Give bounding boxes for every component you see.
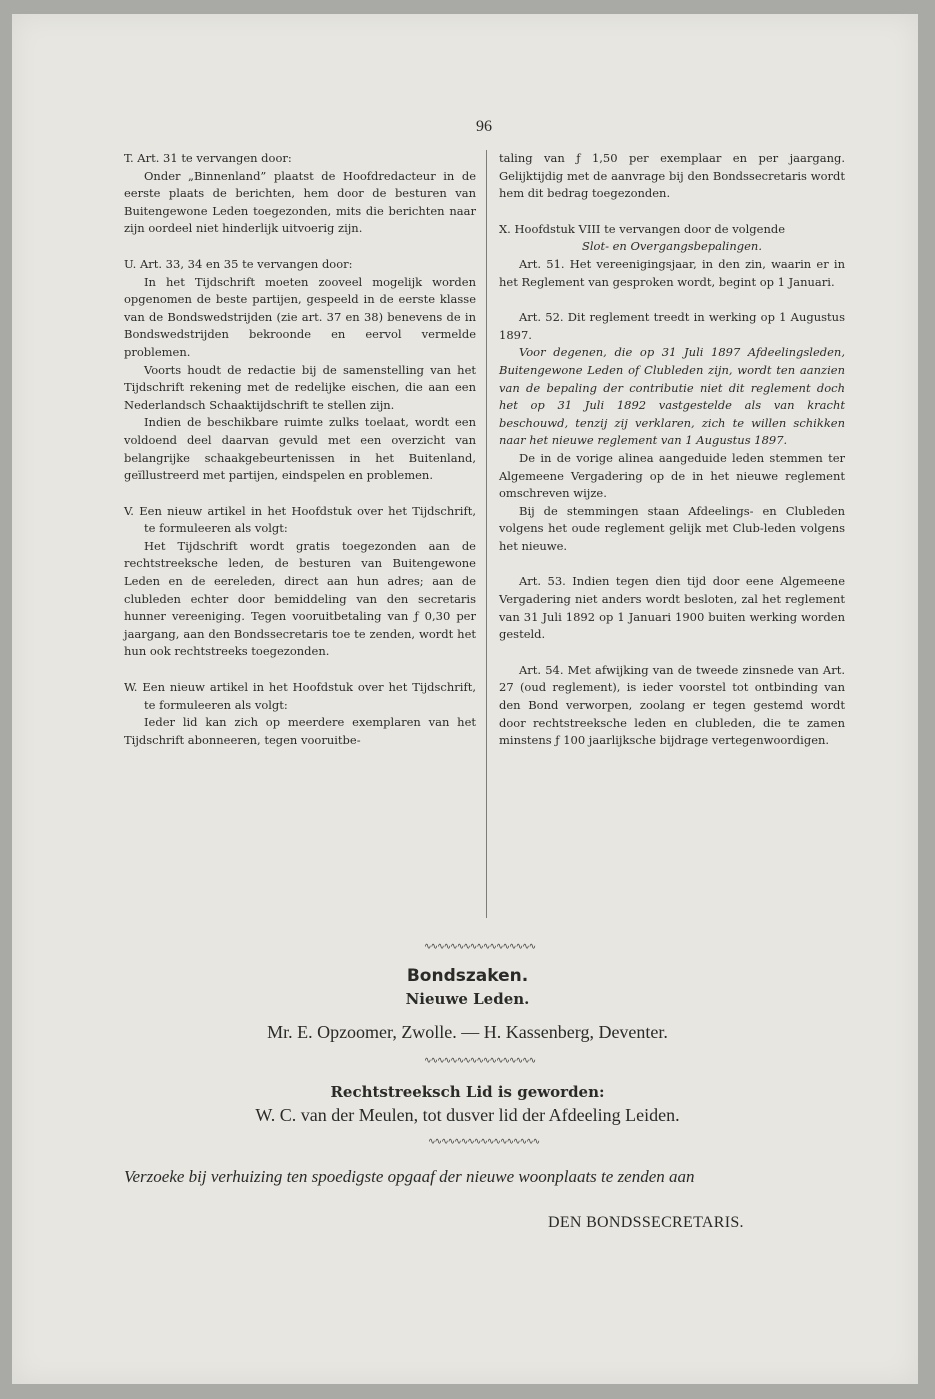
paragraph: T. Art. 31 te vervangen door:: [124, 151, 292, 165]
section-title: Bondszaken.: [406, 966, 529, 986]
direct-member: W. C. van der Meulen, tot dusver lid der Afdeeling Leiden.: [255, 1105, 680, 1125]
paragraph: Voorts houdt de redactie bij de samenstelling van het Tijdschrift rekening met de redelijke eischen, die aan een Nederlandsch Schaaktijdschrift te stellen zijn.: [124, 362, 476, 412]
paragraph-gap: [124, 238, 476, 256]
section-subtitle: Nieuwe Leden.: [405, 990, 530, 1008]
left-column: [124, 150, 476, 749]
ornament-divider: ∿∿∿∿∿∿∿∿∿∿∿∿∿∿∿∿∿: [428, 1137, 540, 1147]
paragraph: Voor degenen, die op 31 Juli 1897 Afdeelingsleden, Buitengewone Leden of Clubleden zijn, wordt ten aanzien van de bepaling der contributie niet dit reglement doch het op 31 Juli 1892 vastgestelde als van kracht beschouwd, tenzij zij verklaren, zich te willen schikken naar het nieuwe reglement van 1 Augustus 1897.: [499, 345, 845, 448]
ornament-divider: ∿∿∿∿∿∿∿∿∿∿∿∿∿∿∿∿∿: [424, 942, 536, 952]
page-number: 96: [476, 118, 492, 135]
paragraph: Art. 54. Met afwijking van de tweede zinsnede van Art. 27 (oud reglement), is ieder voorstel tot ontbinding van den Bond verworpen, zoolang er tegen gestemd wordt door rechtstreeksche leden en clubleden, die te zamen minstens ƒ 100 jaarlijksche bijdrage vertegenwoordigen.: [499, 662, 845, 748]
ornament-divider: ∿∿∿∿∿∿∿∿∿∿∿∿∿∿∿∿∿: [424, 1056, 536, 1066]
column-divider: [486, 150, 487, 918]
paragraph-gap: [499, 203, 845, 221]
direct-member-title: Rechtstreeksch Lid is geworden:: [330, 1083, 605, 1101]
paragraph: In het Tijdschrift moeten zooveel mogelijk worden opgenomen de beste partijen, gespeeld in de eerste klasse van de Bondswedstrijden (zie art. 37 en 38) benevens de in Bondswedstrijden bekroonde en eervol vermelde problemen.: [124, 274, 476, 359]
paragraph: De in de vorige alinea aangeduide leden stemmen ter Algemeene Vergadering op de in het nieuwe reglement omschreven wijze.: [499, 450, 845, 501]
paragraph: Bij de stemmingen staan Afdeelings- en Clubleden volgens het oude reglement gelijk met Club-leden volgens het nieuwe.: [499, 503, 845, 553]
paragraph: Art. 52. Dit reglement treedt in werking op 1 Augustus 1897.: [499, 310, 845, 342]
paragraph-gap: [499, 291, 845, 309]
paragraph: Art. 51. Het vereenigingsjaar, in den zin, waarin er in het Reglement van gesproken wordt, begint op 1 Januari.: [499, 256, 845, 289]
paragraph: Het Tijdschrift wordt gratis toegezonden aan de rechtstreeksche leden, de besturen van Buitengewone Leden en de eereleden, direct aan hun adres; aan de clubleden echter door bemiddeling van den secretaris hunner vereeniging. Tegen vooruitbetaling van ƒ 0,30 per jaargang, aan den Bondssecretaris toe te zenden, wordt het hun ook rechtstreeks toegezonden.: [124, 538, 476, 659]
paragraph-gap: [124, 661, 476, 679]
paragraph-gap: [499, 644, 845, 662]
paragraph-gap: [124, 485, 476, 503]
paragraph: Ieder lid kan zich op meerdere exemplaren van het Tijdschrift abonneeren, tegen vooruitbe-: [124, 715, 476, 747]
paragraph: taling van ƒ 1,50 per exemplaar en per jaargang. Gelijktijdig met de aanvrage bij den Bondssecretaris wordt hem dit bedrag toegezonden.: [499, 151, 845, 201]
paragraph-gap: [499, 555, 845, 573]
right-column: [499, 150, 845, 750]
new-members: Mr. E. Opzoomer, Zwolle. — H. Kassenberg, Deventer.: [267, 1022, 668, 1042]
paragraph: Indien de beschikbare ruimte zulks toelaat, wordt een voldoend deel daarvan gevuld met een overzicht van belangrijke schaakgebeurtenissen in het Buitenland, geïllustreerd met partijen, eindspelen en problemen.: [124, 415, 476, 483]
paragraph: Onder „Binnenland” plaatst de Hoofdredacteur in de eerste plaats de berichten, hem door de besturen van Buitengewone Leden toegezonden, mits die berichten naar zijn oordeel niet hinderlijk uitvoerig zijn.: [124, 168, 476, 236]
paragraph: U. Art. 33, 34 en 35 te vervangen door:: [124, 256, 353, 271]
paragraph: Slot- en Overgangsbepalingen.: [581, 239, 762, 254]
paragraph: W. Een nieuw artikel in het Hoofdstuk over het Tijdschrift, te formuleeren als volgt:: [124, 680, 476, 712]
paragraph: V. Een nieuw artikel in het Hoofdstuk over het Tijdschrift, te formuleeren als volgt:: [124, 503, 476, 536]
paragraph: X. Hoofdstuk VIII te vervangen door de volgende: [499, 221, 786, 236]
relocation-notice: Verzoeke bij verhuizing ten spoedigste opgaaf der nieuwe woonplaats te zenden aan: [124, 1167, 695, 1186]
signature: DEN BONDSSECRETARIS.: [548, 1214, 744, 1231]
paragraph: Art. 53. Indien tegen dien tijd door eene Algemeene Vergadering niet anders wordt besloten, zal het reglement van 31 Juli 1892 op 1 Januari 1900 buiten werking worden gesteld.: [499, 574, 845, 642]
